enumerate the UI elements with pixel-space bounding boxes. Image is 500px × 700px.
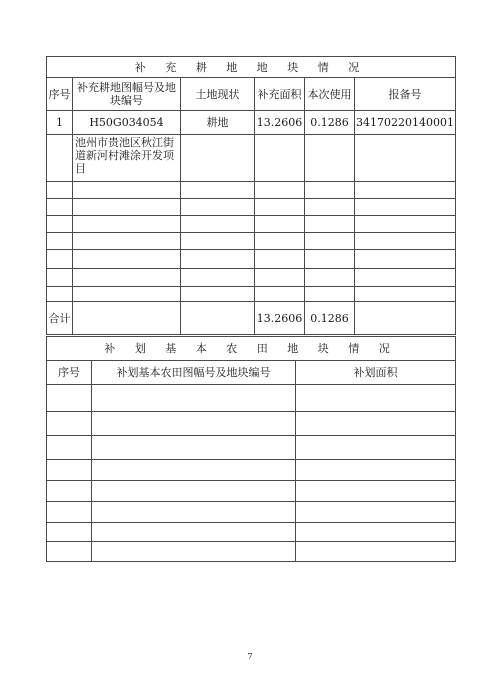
header-land-status: 土地现状: [181, 78, 255, 111]
table-row: [47, 250, 456, 269]
table-row: [47, 523, 456, 542]
cell-project-name: 池州市贵池区秋江街道新河村滩涂开发项目: [73, 135, 181, 182]
table-row: [47, 135, 456, 182]
cell-serial: 1: [47, 111, 73, 135]
table2-header-row: [47, 361, 456, 385]
header-filing-number: 报备号: [355, 78, 456, 111]
cell-filing-number: 34170220140001: [355, 111, 456, 135]
table-row: [47, 287, 456, 302]
cell-total-use: 0.1286: [305, 302, 355, 335]
table-row: [47, 502, 456, 523]
table-row: [47, 216, 456, 233]
table-row: [47, 199, 456, 216]
table-row: [47, 542, 456, 562]
table-row: [47, 436, 456, 460]
cell-map-sheet: H50G034054: [73, 111, 181, 135]
table-row: [47, 460, 456, 481]
cell-total-label: 合计: [47, 302, 73, 335]
table1-header-row: [47, 78, 456, 111]
header-supplement-area: 补充面积: [255, 78, 305, 111]
cell-current-use: 0.1286: [305, 111, 355, 135]
table-row: [47, 233, 456, 250]
table-row: [47, 111, 456, 135]
header-serial: 序号: [47, 361, 92, 385]
header-serial: 序号: [47, 78, 73, 111]
section1-title: 补 充 耕 地 地 块 情 况: [47, 57, 456, 78]
table-row: [47, 412, 456, 436]
table-row: [47, 385, 456, 412]
cell-total-area: 13.2606: [255, 302, 305, 335]
table-row: [47, 182, 456, 199]
table1-total-row: [47, 302, 456, 335]
header-area: 补划面积: [296, 361, 456, 385]
table-row: [47, 481, 456, 502]
header-map-sheet: 补划基本农田图幅号及地块编号: [92, 361, 296, 385]
header-map-sheet: 补充耕地图幅号及地块编号: [73, 78, 181, 111]
section2-title: 补 划 基 本 农 田 地 块 情 况: [47, 337, 456, 361]
supplementary-farmland-table: [46, 56, 456, 335]
table-row: [47, 269, 456, 287]
cell-supplement-area: 13.2606: [255, 111, 305, 135]
page-number: 7: [247, 652, 253, 661]
header-current-use: 本次使用: [305, 78, 355, 111]
basic-farmland-table: [46, 336, 456, 562]
cell-land-status: 耕地: [181, 111, 255, 135]
